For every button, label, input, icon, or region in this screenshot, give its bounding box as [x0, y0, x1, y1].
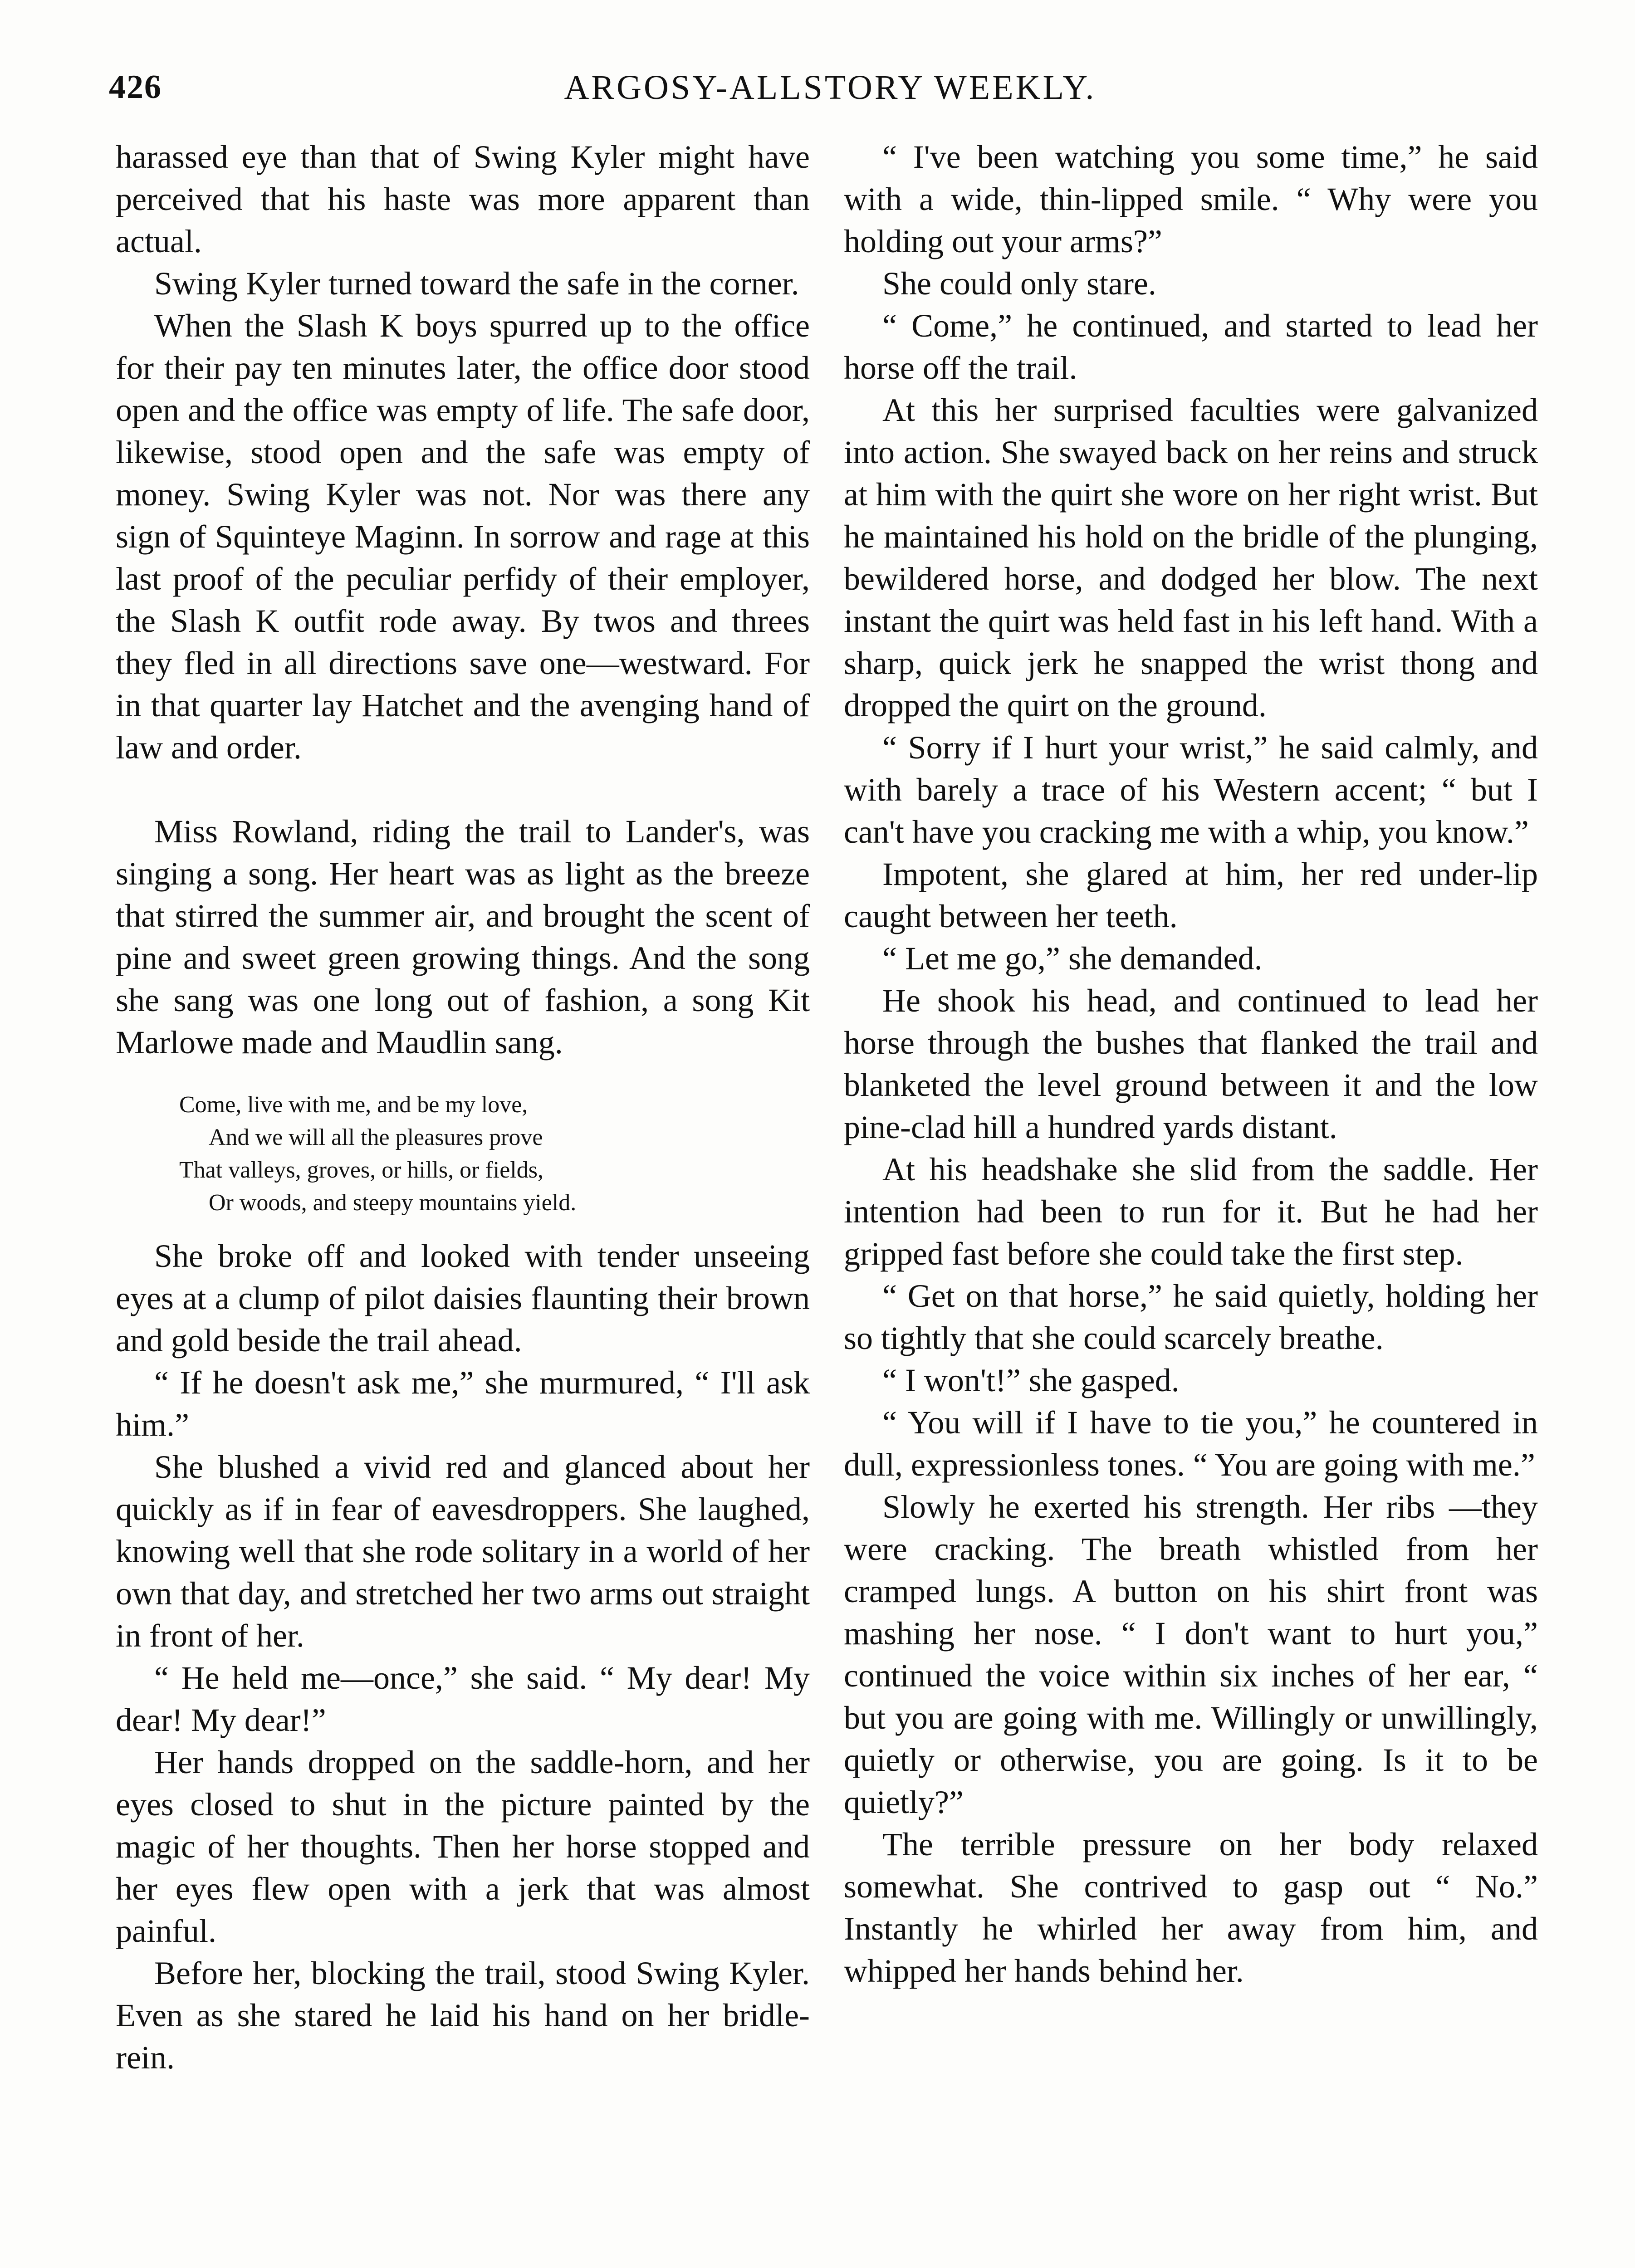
paragraph: At this her surprised faculties were galvanized into action. She swayed back on her reins and struck at him with the quirt she wore on her right wrist. But he maintained his hold on the bridle of the plunging, bewildered horse, and dodged her blow. The next instant the quirt was held fast in his left hand. With a sharp, quick jerk he snapped the wrist thong and dropped the quirt on the ground. — [844, 392, 1538, 723]
paragraph: “ Come,” he continued, and started to lead her horse off the trail. — [844, 308, 1538, 386]
paragraph: “ He held me—once,” she said. “ My dear! My dear! My dear!” — [116, 1660, 810, 1738]
paragraph: “ Get on that horse,” he said quietly, holding her so tightly that she could scarcely breathe. — [844, 1278, 1538, 1356]
paragraph: She blushed a vivid red and glanced about her quickly as if in fear of eavesdroppers. She laughed, knowing well that she rode solitary in a world of her own that day, and stretched her two arms out straight in front of her. — [116, 1449, 810, 1654]
paragraph: Before her, blocking the trail, stood Swing Kyler. Even as she stared he laid his hand on her bridle-rein. — [116, 1955, 810, 2076]
paragraph: Slowly he exerted his strength. Her ribs —they were cracking. The breath whistled from her cramped lungs. A button on his shirt front was mashing her nose. “ I don't want to hurt you,” continued the voice within six inches of her ear, “ but you are going with me. Willingly or unwillingly, quietly or otherwise, you are going. Is it to be quietly?” — [844, 1489, 1538, 1820]
paragraph: He shook his head, and continued to lead her horse through the bushes that flanked the trail and blanketed the level ground between it and the low pine-clad hill a hundred yards distant. — [844, 982, 1538, 1145]
left-column — [116, 136, 810, 2079]
paragraph: She broke off and looked with tender unseeing eyes at a clump of pilot daisies flaunting their brown and gold beside the trail ahead. — [116, 1238, 810, 1359]
verse-line: Come, live with me, and be my love, — [179, 1092, 528, 1118]
paragraph: “ If he doesn't ask me,” she murmured, “ I'll ask him.” — [116, 1364, 810, 1443]
paragraph: Miss Rowland, riding the trail to Lander's, was singing a song. Her heart was as light as the breeze that stirred the summer air, and brought the scent of pine and sweet green growing things. And the song she sang was one long out of fashion, a song Kit Marlowe made and Maudlin sang. — [116, 813, 810, 1061]
paragraph: Her hands dropped on the saddle-horn, and her eyes closed to shut in the picture painted by the magic of her thoughts. Then her horse stopped and her eyes flew open with a jerk that was almost painful. — [116, 1744, 810, 1949]
verse-line: And we will all the pleasures prove — [209, 1124, 543, 1150]
page-header — [109, 68, 1552, 122]
paragraph: At his headshake she slid from the saddle. Her intention had been to run for it. But he had her gripped fast before she could take the first step. — [844, 1151, 1538, 1272]
verse-line: Or woods, and steepy mountains yield. — [209, 1190, 577, 1216]
paragraph: Impotent, she glared at him, her red under-lip caught between her teeth. — [844, 856, 1538, 934]
paragraph: harassed eye than that of Swing Kyler might have perceived that his haste was more apparent than actual. — [116, 139, 810, 259]
paragraph: “ I've been watching you some time,” he said with a wide, thin-lipped smile. “ Why were you holding out your arms?” — [844, 139, 1538, 259]
paragraph: “ Sorry if I hurt your wrist,” he said calmly, and with barely a trace of his Western accent; “ but I can't have you cracking me with a whip, you know.” — [844, 729, 1538, 850]
paragraph: “ You will if I have to tie you,” he countered in dull, expressionless tones. “ You are going with me.” — [844, 1404, 1538, 1483]
paragraph: The terrible pressure on her body relaxed somewhat. She contrived to gasp out “ No.” Instantly he whirled her away from him, and whipped her hands behind her. — [844, 1826, 1538, 1989]
running-title: ARGOSY-ALLSTORY WEEKLY. — [564, 68, 1097, 107]
right-column — [844, 136, 1538, 1992]
paragraph: Swing Kyler turned toward the safe in the corner. — [154, 265, 799, 302]
paragraph: When the Slash K boys spurred up to the office for their pay ten minutes later, the office door stood open and the office was empty of life. The safe door, likewise, stood open and the safe was empty of money. Swing Kyler was not. Nor was there any sign of Squinteye Maginn. In sorrow and rage at this last proof of the peculiar perfidy of their employer, the Slash K outfit rode away. By twos and threes they fled in all directions save one—westward. For in that quarter lay Hatchet and the avenging hand of law and order. — [116, 308, 810, 766]
paragraph: “ Let me go,” she demanded. — [882, 940, 1263, 977]
paragraph: “ I won't!” she gasped. — [882, 1362, 1180, 1398]
paragraph: She could only stare. — [882, 265, 1156, 302]
page-number: 426 — [109, 68, 162, 106]
verse-line: That valleys, groves, or hills, or fields, — [179, 1157, 543, 1183]
verse-quotation — [116, 1089, 810, 1219]
